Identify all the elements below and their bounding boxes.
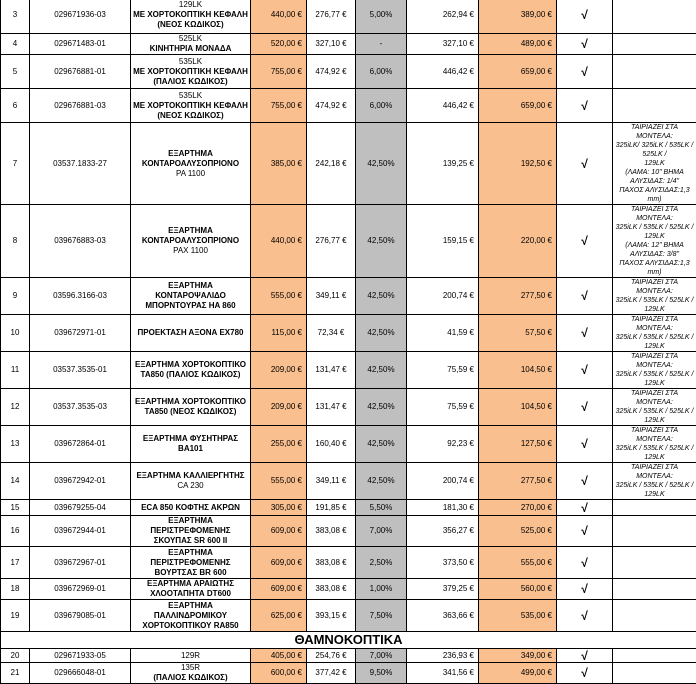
table-row (1, 547, 696, 579)
compatibility-note (613, 426, 696, 463)
net-price: 242,18 € (307, 123, 356, 205)
product-description (131, 426, 251, 463)
compatibility-note (613, 278, 696, 315)
compatibility-note (613, 500, 696, 516)
net-price: 131,47 € (307, 389, 356, 426)
product-code: 039672944-01 (30, 516, 131, 547)
final-price: 659,00 € (479, 89, 557, 123)
compatibility-note-line: ΠΑΧΟΣ ΑΛΥΣΙΔΑΣ:1,3 mm) (615, 186, 694, 204)
net-price: 349,11 € (307, 463, 356, 500)
discount-percent: 7,50% (356, 600, 407, 632)
table-row (1, 600, 696, 632)
final-price: 277,50 € (479, 278, 557, 315)
compatibility-note (613, 0, 696, 34)
compatibility-note-line: ΤΑΙΡΙΑΖΕΙ ΣΤΑ ΜΟΝΤΕΛΑ: (615, 123, 694, 141)
product-description-line: BA101 (133, 444, 248, 454)
availability-check: √ (557, 89, 613, 123)
discount-percent: 2,50% (356, 547, 407, 579)
product-code: 029671936-03 (30, 0, 131, 34)
list-price: 440,00 € (251, 0, 307, 34)
compatibility-note (613, 55, 696, 89)
product-description-line: 525LK (133, 34, 248, 44)
final-price: 489,00 € (479, 34, 557, 55)
compatibility-note-line: 325iLK / 535LK / 525LK / 129LK (615, 370, 694, 388)
discount-percent: 42,50% (356, 389, 407, 426)
compatibility-note (613, 463, 696, 500)
discount-percent: 5,50% (356, 500, 407, 516)
table-row (1, 123, 696, 205)
compatibility-note-line: ΤΑΙΡΙΑΖΕΙ ΣΤΑ ΜΟΝΤΕΛΑ: (615, 278, 694, 296)
row-number: 11 (1, 352, 30, 389)
availability-check: √ (557, 516, 613, 547)
product-code: 039672967-01 (30, 547, 131, 579)
product-description-line: (ΝΕΟΣ ΚΩΔΙΚΟΣ) (133, 20, 248, 30)
table-row (1, 0, 696, 34)
net-price: 474,92 € (307, 55, 356, 89)
list-price: 555,00 € (251, 463, 307, 500)
compatibility-note (613, 34, 696, 55)
list-price: 625,00 € (251, 600, 307, 632)
list-price: 115,00 € (251, 315, 307, 352)
product-code: 039672969-01 (30, 579, 131, 600)
product-code: 03537.1833-27 (30, 123, 131, 205)
discount-percent: 6,00% (356, 55, 407, 89)
availability-check: √ (557, 315, 613, 352)
list-price: 609,00 € (251, 547, 307, 579)
discounted-net: 446,42 € (407, 89, 479, 123)
discount-percent: 7,00% (356, 516, 407, 547)
product-code: 029666048-01 (30, 663, 131, 684)
availability-check: √ (557, 0, 613, 34)
final-price: 220,00 € (479, 205, 557, 278)
compatibility-note (613, 600, 696, 632)
discounted-net: 446,42 € (407, 55, 479, 89)
product-code: 029671933-05 (30, 649, 131, 663)
compatibility-note (613, 547, 696, 579)
row-number: 16 (1, 516, 30, 547)
product-description-line: ΕΞΑΡΤΗΜΑ ΧΟΡΤΟΚΟΠΤΙΚΟ (133, 397, 248, 407)
compatibility-note-line: (ΛΑΜΑ: 10" ΒΗΜΑ ΑΛΥΣΙΔΑΣ: 1/4" (615, 168, 694, 186)
compatibility-note-line: 325iLK / 535LK / 525LK / 129LK (615, 481, 694, 499)
product-description-line: ΕΞΑΡΤΗΜΑ (133, 516, 248, 526)
product-description-line: ΜΕ ΧΟΡΤΟΚΟΠΤΙΚΗ ΚΕΦΑΛΗ (133, 10, 248, 20)
table-row (1, 649, 696, 663)
product-code: 039679255-04 (30, 500, 131, 516)
product-description-line: TA850 (ΝΕΟΣ ΚΩΔΙΚΟΣ) (133, 407, 248, 417)
discounted-net: 92,23 € (407, 426, 479, 463)
compatibility-note-line: ΤΑΙΡΙΑΖΕΙ ΣΤΑ ΜΟΝΤΕΛΑ: (615, 205, 694, 223)
final-price: 349,00 € (479, 649, 557, 663)
table-row (1, 315, 696, 352)
product-description-line: ΜΠΟΡΝΤΟΥΡΑΣ HA 860 (133, 301, 248, 311)
discount-percent: 42,50% (356, 352, 407, 389)
table-row (1, 500, 696, 516)
final-price: 127,50 € (479, 426, 557, 463)
product-description (131, 649, 251, 663)
table-row (1, 278, 696, 315)
discount-percent: 9,50% (356, 663, 407, 684)
table-row (1, 34, 696, 55)
compatibility-note-line: 325iLK / 535LK / 525LK / 129LK (615, 296, 694, 314)
net-price: 254,76 € (307, 649, 356, 663)
discount-percent: 42,50% (356, 463, 407, 500)
product-description-line: ΚΟΝΤΑΡΟΑΛΥΣΟΠΡΙΟΝΟ (133, 159, 248, 169)
discount-percent: - (356, 34, 407, 55)
compatibility-note (613, 205, 696, 278)
product-description-line: ΚΙΝΗΤΗΡΙΑ ΜΟΝΑΔΑ (133, 44, 248, 54)
compatibility-note (613, 89, 696, 123)
product-description-line: ΧΛΟΟΤΑΠΗΤΑ DT600 (133, 589, 248, 599)
discounted-net: 159,15 € (407, 205, 479, 278)
product-description-line: ΠΡΟΕΚΤΑΣΗ ΑΞΟΝΑ EX780 (133, 328, 248, 338)
availability-check: √ (557, 352, 613, 389)
row-number: 13 (1, 426, 30, 463)
availability-check: √ (557, 278, 613, 315)
product-description-line: PAX 1100 (133, 246, 248, 256)
product-description-line: ΕΞΑΡΤΗΜΑ (133, 601, 248, 611)
product-description (131, 89, 251, 123)
net-price: 276,77 € (307, 205, 356, 278)
product-description (131, 463, 251, 500)
product-code: 039676883-03 (30, 205, 131, 278)
table-row (1, 352, 696, 389)
product-code: 039672864-01 (30, 426, 131, 463)
compatibility-note-line: ΤΑΙΡΙΑΖΕΙ ΣΤΑ ΜΟΝΤΕΛΑ: (615, 426, 694, 444)
compatibility-note (613, 516, 696, 547)
final-price: 525,00 € (479, 516, 557, 547)
discount-percent: 42,50% (356, 123, 407, 205)
row-number: 5 (1, 55, 30, 89)
list-price: 555,00 € (251, 278, 307, 315)
final-price: 499,00 € (479, 663, 557, 684)
list-price: 255,00 € (251, 426, 307, 463)
product-description (131, 389, 251, 426)
list-price: 600,00 € (251, 663, 307, 684)
availability-check: √ (557, 34, 613, 55)
product-code: 029676881-01 (30, 55, 131, 89)
product-description (131, 55, 251, 89)
availability-check: √ (557, 205, 613, 278)
product-description-line: ΕΞΑΡΤΗΜΑ ΑΡΑΙΩΤΗΣ (133, 579, 248, 589)
list-price: 755,00 € (251, 89, 307, 123)
product-description-line: ΕΞΑΡΤΗΜΑ (133, 548, 248, 558)
product-description (131, 516, 251, 547)
row-number: 10 (1, 315, 30, 352)
discount-percent: 42,50% (356, 426, 407, 463)
list-price: 755,00 € (251, 55, 307, 89)
row-number: 15 (1, 500, 30, 516)
product-description-line: ΕΞΑΡΤΗΜΑ ΦΥΣΗΤΗΡΑΣ (133, 434, 248, 444)
availability-check: √ (557, 426, 613, 463)
discounted-net: 327,10 € (407, 34, 479, 55)
product-description-line: CA 230 (133, 481, 248, 491)
list-price: 209,00 € (251, 352, 307, 389)
product-description-line: PA 1100 (133, 169, 248, 179)
discount-percent: 42,50% (356, 278, 407, 315)
product-description-line: 129LK (133, 0, 248, 10)
table-row (1, 55, 696, 89)
compatibility-note-line: 129LK (615, 159, 694, 168)
product-code: 03537.3535-01 (30, 352, 131, 389)
product-description-line: ΒΟΥΡΤΣΑΣ BR 600 (133, 568, 248, 578)
product-description (131, 315, 251, 352)
table-row (1, 463, 696, 500)
discounted-net: 262,94 € (407, 0, 479, 34)
product-description-line: ΜΕ ΧΟΡΤΟΚΟΠΤΙΚΗ ΚΕΦΑΛΗ (133, 67, 248, 77)
product-code: 029676881-03 (30, 89, 131, 123)
compatibility-note (613, 579, 696, 600)
list-price: 305,00 € (251, 500, 307, 516)
list-price: 520,00 € (251, 34, 307, 55)
net-price: 191,85 € (307, 500, 356, 516)
row-number: 12 (1, 389, 30, 426)
discount-percent: 1,00% (356, 579, 407, 600)
product-description-line: ΚΟΝΤΑΡΟΨΑΛΙΔΟ (133, 291, 248, 301)
net-price: 377,42 € (307, 663, 356, 684)
section-header-row (1, 632, 696, 649)
product-description-line: ΜΕ ΧΟΡΤΟΚΟΠΤΙΚΗ ΚΕΦΑΛΗ (133, 101, 248, 111)
final-price: 555,00 € (479, 547, 557, 579)
availability-check: √ (557, 547, 613, 579)
row-number: 8 (1, 205, 30, 278)
table-row (1, 516, 696, 547)
product-description (131, 352, 251, 389)
compatibility-note-line: ΤΑΙΡΙΑΖΕΙ ΣΤΑ ΜΟΝΤΕΛΑ: (615, 389, 694, 407)
product-description (131, 205, 251, 278)
table-row (1, 663, 696, 684)
product-code: 03537.3535-03 (30, 389, 131, 426)
discounted-net: 181,30 € (407, 500, 479, 516)
net-price: 393,15 € (307, 600, 356, 632)
product-description-line: ΕΞΑΡΤΗΜΑ ΚΑΛΛΙΕΡΓΗΤΗΣ (133, 471, 248, 481)
table-row (1, 426, 696, 463)
product-description (131, 0, 251, 34)
compatibility-note-line: 325iLK / 535LK / 525LK / 129LK (615, 223, 694, 241)
row-number: 20 (1, 649, 30, 663)
product-code: 03596.3166-03 (30, 278, 131, 315)
final-price: 104,50 € (479, 352, 557, 389)
product-description (131, 600, 251, 632)
product-description-line: ΚΟΝΤΑΡΟΑΛΥΣΟΠΡΙΟΝΟ (133, 236, 248, 246)
net-price: 383,08 € (307, 547, 356, 579)
compatibility-note (613, 123, 696, 205)
product-description-line: 535LK (133, 57, 248, 67)
product-description-line: 129R (133, 651, 248, 661)
final-price: 560,00 € (479, 579, 557, 600)
availability-check: √ (557, 389, 613, 426)
product-description (131, 123, 251, 205)
product-description-line: ΣΚΟΥΠΑΣ SR 600 II (133, 536, 248, 546)
final-price: 270,00 € (479, 500, 557, 516)
row-number: 14 (1, 463, 30, 500)
discounted-net: 373,50 € (407, 547, 479, 579)
final-price: 277,50 € (479, 463, 557, 500)
row-number: 18 (1, 579, 30, 600)
availability-check: √ (557, 500, 613, 516)
product-description-line: ΠΕΡΙΣΤΡΕΦΟΜΕΝΗΣ (133, 526, 248, 536)
discount-percent: 6,00% (356, 89, 407, 123)
table-row (1, 389, 696, 426)
product-description-line: TA850 (ΠΑΛΙΟΣ ΚΩΔΙΚΟΣ) (133, 370, 248, 380)
product-description-line: ΠΕΡΙΣΤΡΕΦΟΜΕΝΗΣ (133, 558, 248, 568)
product-description (131, 278, 251, 315)
row-number: 6 (1, 89, 30, 123)
row-number: 21 (1, 663, 30, 684)
availability-check: √ (557, 649, 613, 663)
availability-check: √ (557, 579, 613, 600)
net-price: 160,40 € (307, 426, 356, 463)
compatibility-note (613, 389, 696, 426)
compatibility-note-line: ΤΑΙΡΙΑΖΕΙ ΣΤΑ ΜΟΝΤΕΛΑ: (615, 463, 694, 481)
product-description (131, 547, 251, 579)
compatibility-note-line: ΤΑΙΡΙΑΖΕΙ ΣΤΑ ΜΟΝΤΕΛΑ: (615, 352, 694, 370)
compatibility-note-line: (ΛΑΜΑ: 12" ΒΗΜΑ ΑΛΥΣΙΔΑΣ: 3/8" (615, 241, 694, 259)
net-price: 383,08 € (307, 579, 356, 600)
compatibility-note-line: 325iLK/ 325iLK / 535LK / 525LK / (615, 141, 694, 159)
product-description-line: ΠΑΛΛΙΝΔΡΟΜΙΚΟΥ (133, 611, 248, 621)
compatibility-note-line: 325iLK / 535LK / 525LK / 129LK (615, 333, 694, 351)
product-code: 039672942-01 (30, 463, 131, 500)
compatibility-note-line: 325iLK / 535LK / 525LK / 129LK (615, 444, 694, 462)
compatibility-note (613, 352, 696, 389)
availability-check: √ (557, 663, 613, 684)
product-description-line: (ΠΑΛΙΟΣ ΚΩΔΙΚΟΣ) (133, 673, 248, 683)
compatibility-note-line: ΤΑΙΡΙΑΖΕΙ ΣΤΑ ΜΟΝΤΕΛΑ: (615, 315, 694, 333)
table-row (1, 579, 696, 600)
product-description-line: ΕΞΑΡΤΗΜΑ (133, 226, 248, 236)
product-description-line: (ΝΕΟΣ ΚΩΔΙΚΟΣ) (133, 111, 248, 121)
row-number: 7 (1, 123, 30, 205)
compatibility-note (613, 315, 696, 352)
row-number: 3 (1, 0, 30, 34)
discounted-net: 363,66 € (407, 600, 479, 632)
availability-check: √ (557, 463, 613, 500)
final-price: 104,50 € (479, 389, 557, 426)
net-price: 276,77 € (307, 0, 356, 34)
product-description-line: ΕΞΑΡΤΗΜΑ (133, 149, 248, 159)
final-price: 659,00 € (479, 55, 557, 89)
net-price: 131,47 € (307, 352, 356, 389)
net-price: 327,10 € (307, 34, 356, 55)
discount-percent: 5,00% (356, 0, 407, 34)
product-description-line: ΕΞΑΡΤΗΜΑ ΧΟΡΤΟΚΟΠΤΙΚΟ (133, 360, 248, 370)
compatibility-note-line: 325iLK / 535LK / 525LK / 129LK (615, 407, 694, 425)
discount-percent: 7,00% (356, 649, 407, 663)
product-description-line: ECA 850 ΚΟΦΤΗΣ ΑΚΡΩΝ (133, 503, 248, 513)
table-row (1, 89, 696, 123)
product-description (131, 579, 251, 600)
product-code: 039672971-01 (30, 315, 131, 352)
product-description-line: 535LK (133, 91, 248, 101)
discounted-net: 41,59 € (407, 315, 479, 352)
row-number: 9 (1, 278, 30, 315)
product-description (131, 500, 251, 516)
availability-check: √ (557, 600, 613, 632)
net-price: 474,92 € (307, 89, 356, 123)
net-price: 383,08 € (307, 516, 356, 547)
product-description-line: ΕΞΑΡΤΗΜΑ (133, 281, 248, 291)
list-price: 209,00 € (251, 389, 307, 426)
product-code: 029671483-01 (30, 34, 131, 55)
compatibility-note (613, 663, 696, 684)
section-title: ΘΑΜΝΟΚΟΠΤΙΚΑ (1, 632, 696, 649)
final-price: 389,00 € (479, 0, 557, 34)
product-description-line: ΧΟΡΤΟΚΟΠΤΙΚΟΥ RA850 (133, 621, 248, 631)
discounted-net: 379,25 € (407, 579, 479, 600)
product-description (131, 663, 251, 684)
product-description-line: 135R (133, 663, 248, 673)
product-code: 039679085-01 (30, 600, 131, 632)
compatibility-note (613, 649, 696, 663)
final-price: 192,50 € (479, 123, 557, 205)
row-number: 19 (1, 600, 30, 632)
discounted-net: 356,27 € (407, 516, 479, 547)
row-number: 17 (1, 547, 30, 579)
net-price: 349,11 € (307, 278, 356, 315)
net-price: 72,34 € (307, 315, 356, 352)
discounted-net: 341,56 € (407, 663, 479, 684)
compatibility-note-line: ΠΑΧΟΣ ΑΛΥΣΙΔΑΣ:1,3 mm) (615, 259, 694, 277)
discount-percent: 42,50% (356, 315, 407, 352)
product-description-line: (ΠΑΛΙΟΣ ΚΩΔΙΚΟΣ) (133, 77, 248, 87)
discounted-net: 75,59 € (407, 352, 479, 389)
product-description (131, 34, 251, 55)
availability-check: √ (557, 123, 613, 205)
list-price: 440,00 € (251, 205, 307, 278)
list-price: 609,00 € (251, 516, 307, 547)
list-price: 385,00 € (251, 123, 307, 205)
table-row (1, 205, 696, 278)
row-number: 4 (1, 34, 30, 55)
discounted-net: 139,25 € (407, 123, 479, 205)
list-price: 609,00 € (251, 579, 307, 600)
discounted-net: 200,74 € (407, 278, 479, 315)
discount-percent: 42,50% (356, 205, 407, 278)
list-price: 405,00 € (251, 649, 307, 663)
discounted-net: 75,59 € (407, 389, 479, 426)
final-price: 57,50 € (479, 315, 557, 352)
discounted-net: 236,93 € (407, 649, 479, 663)
availability-check: √ (557, 55, 613, 89)
final-price: 535,00 € (479, 600, 557, 632)
discounted-net: 200,74 € (407, 463, 479, 500)
